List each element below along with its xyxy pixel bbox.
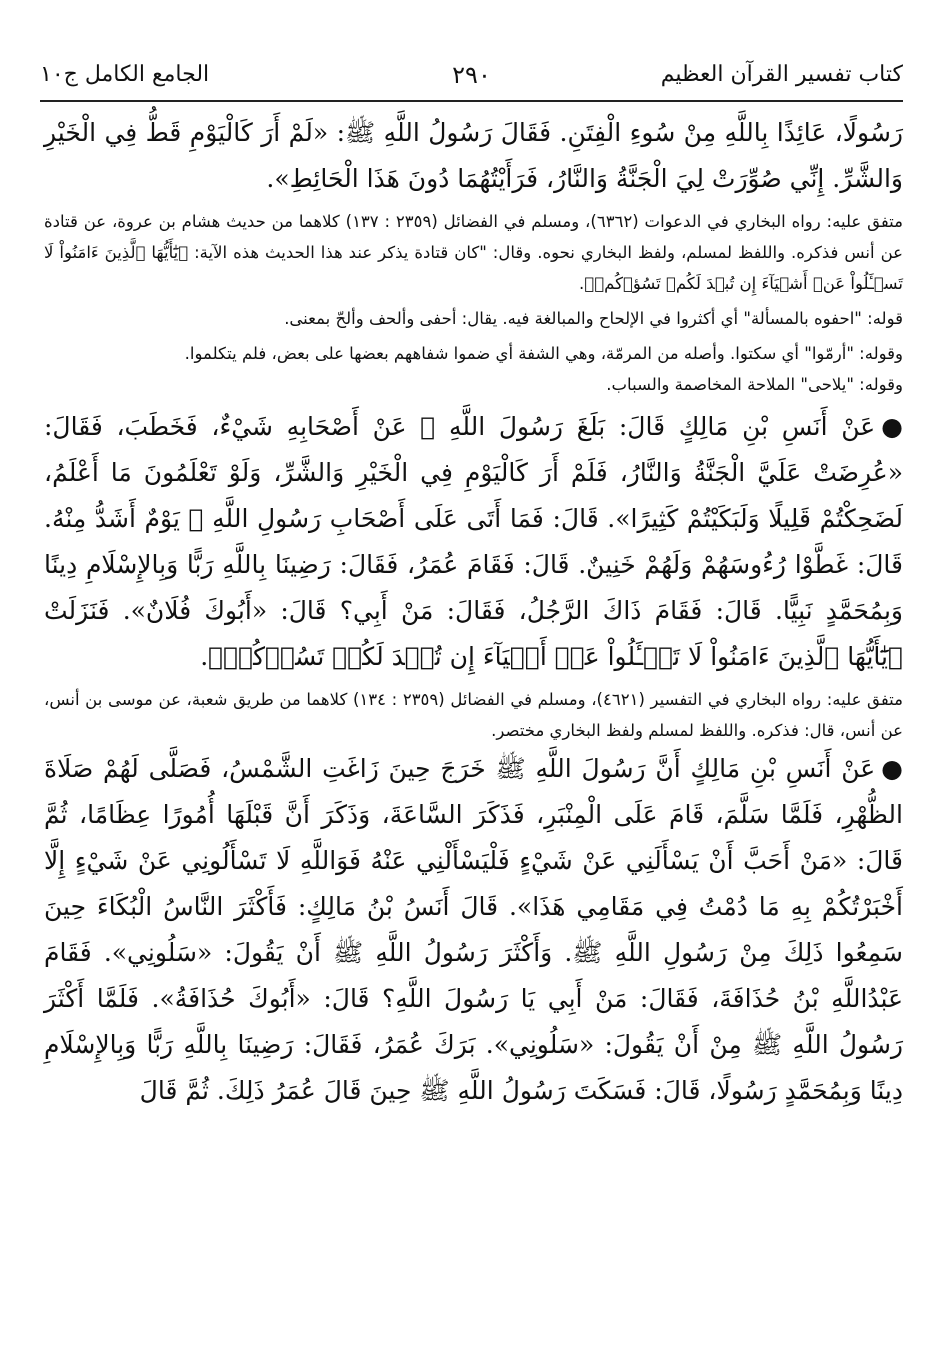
explanation-note bbox=[44, 338, 903, 369]
explanation-note bbox=[44, 303, 903, 334]
volume-label: الجامع الكامل ج١٠ bbox=[40, 62, 210, 87]
hadith-text bbox=[44, 404, 903, 680]
bullet-icon: ● bbox=[881, 412, 903, 441]
explanation-note bbox=[44, 369, 903, 400]
bullet-icon: ● bbox=[881, 754, 903, 783]
paragraph-text: عَنْ أَنَسِ بْنِ مَالِكٍ قَالَ: بَلَغَ رَسُولَ اللَّهِ ﷺ عَنْ أَصْحَابِهِ شَيْءٌ، فَخَطَبَ، فَقَالَ: «عُرِضَتْ عَلَيَّ الْجَنَّةُ وَالنَّارُ، فَلَمْ أَرَ كَالْيَوْمِ فِي الْخَيْرِ وَالشَّرِّ، وَلَوْ تَعْلَمُونَ مَا أَعْلَمُ، لَضَحِكْتُمْ قَلِيلًا وَلَبَكَيْتُمْ كَثِيرًا». قَالَ: فَمَا أَتَى عَلَى أَصْحَابِ رَسُولِ اللَّهِ ﷺ يَوْمٌ أَشَدُّ مِنْهُ. قَالَ: غَطَّوْا رُءُوسَهُمْ وَلَهُمْ خَنِينٌ. قَالَ: فَقَامَ عُمَرُ، فَقَالَ: رَضِينَا بِاللَّهِ رَبًّا وَبِالإِسْلَامِ دِينًا وَبِمُحَمَّدٍ نَبِيًّا. قَالَ: فَقَامَ ذَاكَ الرَّجُلُ، فَقَالَ: مَنْ أَبِي؟ قَالَ: «أَبُوكَ فُلَانٌ». فَنَزَلَتْ ﴿يَٰٓأَيُّهَا ٱلَّذِينَ ءَامَنُواْ لَا تَسۡـَٔلُواْ عَنۡ أَشۡيَآءَ إِن تُبۡدَ لَكُمۡ تَسُؤۡكُمۡ﴾. bbox=[44, 412, 903, 671]
page-number: ٢٩٠ bbox=[452, 61, 491, 89]
paragraph-text: متفق عليه: رواه البخاري في الدعوات (٦٣٦٢)، ومسلم في الفضائل (٢٣٥٩ : ١٣٧) كلاهما من حديث هشام بن عروة، عن قتادة عن أنس فذكره. واللفظ لمسلم، ولفظ البخاري نحوه. وقال: "كان قتادة يذكر عند هذا الحديث هذه الآية: ﴿يَٰٓأَيُّهَا ٱلَّذِينَ ءَامَنُواْ لَا تَسۡـَٔلُواْ عَنۡ أَشۡيَآءَ إِن تُبۡدَ لَكُمۡ تَسُؤۡكُمۡ﴾. bbox=[44, 212, 903, 293]
hadith-text bbox=[44, 746, 903, 1114]
paragraph-text: رَسُولًا، عَائِذًا بِاللَّهِ مِنْ سُوءِ الْفِتَنِ. فَقَالَ رَسُولُ اللَّهِ ﷺ: «لَمْ أَرَ كَالْيَوْمِ قَطُّ فِي الْخَيْرِ وَالشَّرِّ. إِنِّي صُوِّرَتْ لِيَ الْجَنَّةُ وَالنَّارُ، فَرَأَيْتُهُمَا دُونَ هَذَا الْحَائِطِ». bbox=[44, 118, 903, 193]
takhrij-note bbox=[44, 206, 903, 299]
page-body bbox=[44, 110, 903, 1361]
paragraph-text: وقوله: "يلاحى" الملاحة المخاصمة والسباب. bbox=[606, 375, 903, 394]
paragraph-text: متفق عليه: رواه البخاري في التفسير (٤٦٢١)، ومسلم في الفضائل (٢٣٥٩ : ١٣٤) كلاهما من طريق شعبة، عن موسى بن أنس، عن أنس، قال: فذكره. واللفظ لمسلم ولفظ البخاري مختصر. bbox=[44, 690, 903, 740]
paragraph-text: عَنْ أَنَسِ بْنِ مَالِكٍ أَنَّ رَسُولَ اللَّهِ ﷺ خَرَجَ حِينَ زَاغَتِ الشَّمْسُ، فَصَلَّى لَهُمْ صَلَاةَ الظُّهْرِ، فَلَمَّا سَلَّمَ، قَامَ عَلَى الْمِنْبَرِ، فَذَكَرَ السَّاعَةَ، وَذَكَرَ أَنَّ قَبْلَهَا أُمُورًا عِظَامًا، ثُمَّ قَالَ: «مَنْ أَحَبَّ أَنْ يَسْأَلَنِي عَنْ شَيْءٍ فَلْيَسْأَلْنِي عَنْهُ فَوَاللَّهِ لَا تَسْأَلُونِي عَنْ شَيْءٍ إِلَّا أَخْبَرْتُكُمْ بِهِ مَا دُمْتُ فِي مَقَامِي هَذَا». قَالَ أَنَسُ بْنُ مَالِكٍ: فَأَكْثَرَ النَّاسُ الْبُكَاءَ حِينَ سَمِعُوا ذَلِكَ مِنْ رَسُولِ اللَّهِ ﷺ. وَأَكْثَرَ رَسُولُ اللَّهِ ﷺ أَنْ يَقُولَ: «سَلُونِي». فَقَامَ عَبْدُاللَّهِ بْنُ حُذَافَةَ، فَقَالَ: مَنْ أَبِي يَا رَسُولَ اللَّهِ؟ قَالَ: «أَبُوكَ حُذَافَةُ». فَلَمَّا أَكْثَرَ رَسُولُ اللَّهِ ﷺ مِنْ أَنْ يَقُولَ: «سَلُونِي». بَرَكَ عُمَرُ، فَقَالَ: رَضِينَا بِاللَّهِ رَبًّا وَبِالإِسْلَامِ دِينًا وَبِمُحَمَّدٍ رَسُولًا، قَالَ: فَسَكَتَ رَسُولُ اللَّهِ ﷺ حِينَ قَالَ عُمَرُ ذَلِكَ. ثُمَّ قَالَ bbox=[44, 754, 903, 1105]
page-header bbox=[40, 58, 903, 98]
hadith-text bbox=[44, 110, 903, 202]
header-divider bbox=[40, 100, 903, 102]
paragraph-text: قوله: "احفوه بالمسألة" أي أكثروا في الإلحاح والمبالغة فيه. يقال: أحفى وألحف وألحّ بمعنى. bbox=[284, 309, 903, 328]
paragraph-text: وقوله: "أرمّوا" أي سكتوا. وأصله من المرمّة، وهي الشفة أي ضموا شفاههم بعضها على بعض، فلم يتكلموا. bbox=[184, 344, 903, 363]
takhrij-note bbox=[44, 684, 903, 746]
book-title: كتاب تفسير القرآن العظيم bbox=[660, 62, 903, 87]
